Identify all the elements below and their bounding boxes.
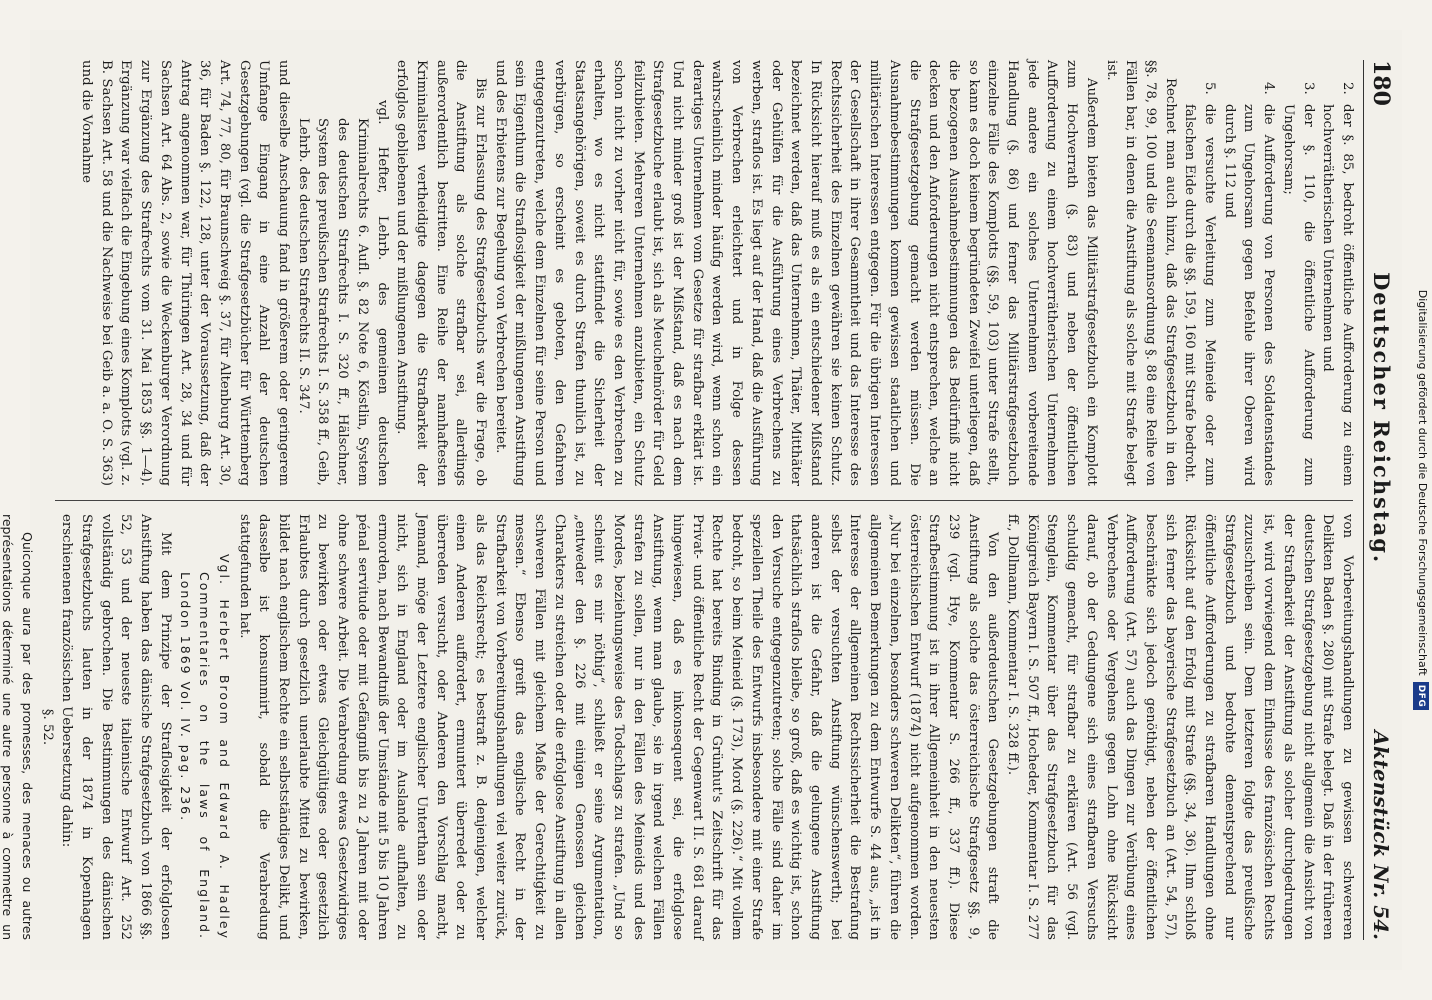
citation: Vgl. Herbert Broom and Edward A. Hadley Commentaries on the laws of England. London 1869 Vol. IV. pag. 236.	[177, 554, 232, 940]
list-item: 4.die Aufforderung von Personen des Soldatenstandes zum Ungehorsam gegen Befehle ihrer Oberen wird durch §. 112 und	[1221, 82, 1277, 486]
list-item: 3.der §. 110, die öffentliche Aufforderung zum Ungehorsam;	[1280, 82, 1316, 486]
provision-list	[1180, 60, 1357, 486]
french-quote: Quiconque aura par des promesses, des menaces ou autres représentations déterminé une autre personne à commettre un	[0, 514, 35, 940]
digitization-credit	[1414, 0, 1430, 1000]
right-column	[0, 514, 1357, 940]
section-heading: §. 52.	[39, 708, 55, 746]
page-header	[1363, 60, 1394, 940]
body-paragraph: Bis zur Erlassung des Strafgesetzbuchs war die Frage, ob die Anstiftung als solche strafbar sei, allerdings außerordentlich bestritten. Eine Reihe der namhaftesten Kriminalisten vertheidigte dagegen die Strafbarkeit der erfolglos gebliebenen und der mißlungenen Anstiftung.	[394, 60, 489, 486]
dfg-logo: DFG	[1413, 682, 1429, 711]
list-item: 2.der §. 85, bedroht öffentliche Aufforderung zu einem hochverrätherischen Unternehmen und	[1320, 82, 1355, 486]
citation: vgl. Hefter, Lehrb. des gemeinen deutschen Kriminalrechts 6. Aufl. §. 82 Note 6, Köstlin, System des deutschen Strafrechts I. S. 320 ff., Hälschner, System des preußischen Strafrechts I. S. 358 ff., Geib, Lehrb. des deutschen Strafrechts II. S. 347.	[295, 100, 390, 486]
list-item: 5.die versuchte Verleitung zum Meineide oder zum falschen Eide durch die §§. 159, 160 mit Strafe bedroht.	[1182, 82, 1218, 486]
body-paragraph: und dieselbe Anschauung fand in größerem oder geringerem Umfange Eingang in eine Anzahl der deutschen Gesetzgebungen (vgl. die Strafgesetzbücher für Württemberg Art. 74, 77, 80, für Braunschweig §. 37, für Altenburg Art. 30, 36, für Baden §. 122, 128, unter der Voraussetzung, daß der Antrag angenommen war, für Thüringen Art. 28, 34 und für Sachsen Art. 64 Abs. 2, sowie die Weckenburger Verordnung zur Ergänzung des Strafrechts vom 31. Mai 1853 §§. 1—4). Ergänzung war vielfach die Eingebung eines Komplotts (vgl. z. B. Sachsen Art. 58 und die Nachweise bei Geib a. a. O. S. 363) und die Vornahme	[79, 60, 292, 486]
body-paragraph: Rechnet man auch hinzu, daß das Strafgesetzbuch in den §§. 78, 99, 100 und die Seemannsordnung §. 88 eine Reihe von Fällen bar, in denen die Anstiftung als solche mit Strafe belegt ist.	[1103, 60, 1178, 486]
body-paragraph: Von den außerdeutschen Gesetzgebungen straft die Anstiftung als solche das österreichische Strafgesetz §§. 9, 239 (vgl. Hye, Kommentar S. 266 ff., 337 ff.). Diese Strafbestimmung ist in ihrer Allgemeinheit in den neuesten österreichischen Entwurf (1874) nicht aufgenommen worden. „Nur bei einzelnen, besonders schweren Delikten“, führen die allgemeinen Bemerkungen zu dem Entwurfe S. 44 aus, „ist in Interesse der allgemeinen Rechtssicherheit die Bestrafung selbst der versuchten Anstiftung wünschenswerth; bei anderen ist die Gefahr, daß die gelungene Anstiftung thatsächlich straflos bleibe, so groß, daß es wichtig ist, schon den Versuche entgegenzutreten; solche Fälle sind daher im speziellen Theile des Entwurfs insbesondere mit einer Strafe bedroht, so beim Meineid (§. 173), Mord (§. 226).“ Mit vollem Rechte hat bereits Binding in Grünhut's Zeitschrift für das Privat- und öffentliche Recht der Gegenwart II. S. 681 darauf hingewiesen, daß es inkonsequent sei, die erfolglose Anstiftung, wenn man glaube, sie in irgend welchen Fällen strafen zu sollen, nur in den Fällen des Meineids und des Mordes, beziehungsweise des Todschlags zu strafen. „Und so scheint es mir nöthig“, schließt er seine Argumentation, „entweder den §. 226 mit einigen Genossen gleichen Charakters zu streichen oder die erfolglose Anstiftung in allen schweren Fällen mit gleichem Maße der Gerechtigkeit zu messen.“ Ebenso greift das englische Recht in der Strafbarkeit von Vorbereitungshandlungen viel weiter zurück, als das Reichsrecht; es bestraft z. B. denjenigen, welcher einen Anderen auffordert, ermuntert überredet oder zu überreden versucht, oder Anderen den Vorschlag macht, Jemand, möge der Letztere englischer Unterthan sein oder nicht, sich in England oder im Auslande aufhalten, zu ermorden, nach Bewandtniß der Umstände mit 5 bis 10 Jahren pénal servitude oder mit Gefängniß bis zu 2 Jahren mit oder ohne schwere Arbeit. Die Verabredung etwas Gesetzwidriges zu bewirken oder etwas Gleichgültiges oder gesetzlich Erlaubtes durch gesetzlich unerlaubte Mittel zu bewirken, bildet nach englischem Rechte ein selbstständiges Delikt, und dasselbe ist konsummirt, sobald die Verabredung stattgefunden hat.	[236, 514, 1001, 940]
journal-title: Deutscher Reichstag.	[1369, 272, 1394, 565]
page-number: 180	[1368, 60, 1394, 106]
left-column	[51, 60, 1357, 486]
body-paragraph: Mit dem Prinzipe der Straflosigkeit der erfolglosen Anstiftung haben das dänische Strafgesetzbuch von 1866 §§. 52, 53 und der neueste italienische Entwurf Art. 252 vollständig gebrochen. Die Bestimmungen des dänischen Strafgesetzbuchs lauten in der 1874 in Kopenhagen erschienenen französischen Uebersetzung dahin:	[59, 514, 173, 940]
text-columns	[0, 60, 1357, 940]
credit-text: Digitalisierung gefördert durch die Deutsche Forschungsgemeinschaft	[1416, 289, 1429, 676]
body-paragraph: Außerdem bieten das Militärstrafgesetzbuch ein Komplott zum Hochverrath (§. 83) und neben der öffentlichen Aufforderung zu einem hochverrätherischen Unternehmen jede andere ein solches Unternehmen vorbereitende Handlung (§. 86) und ferner das Militärstrafgesetzbuch einzelne Fälle des Komplotts (§§. 59, 103) unter Strafe stellt, so kann es doch keinem begründeten Zweifel unterliegen, daß die bezogenen Ausnahmebestimmungen das Bedürfniß nicht decken und den Anforderungen nicht entsprechen, welche an die Strafgesetzgebung gemacht werden müssen. Die Ausnahmebestimmungen kommen gewissen staatlichen und militärischen Interessen entgegen. Für die übrigen Interessen der Gesellschaft in ihrer Gesammtheit und das Interesse des Rechtssicherheit des Einzelnen gewähren sie keinen Schutz. In Rücksicht hierauf muß es als ein entschiedener Mißstand bezeichnet werden, daß das Unternehmen, Thäter, Mitthäter oder Gehülfen für die Ausführung eines Verbrechens zu werben, straflos ist. Es liegt auf der Hand, daß die Ausführung von Verbrechen erleichtert und in Folge dessen wahrscheinlich minder häufig werden wird, wenn schon ein derartiges Unternehmen vom Gesetze für strafbar erklärt ist. Und nicht minder groß ist der Mißstand, daß es nach dem Strafgesetzbuche erlaubt ist, sich als Meuchelmörder für Geld feilzubieten. Mehreren Unternehmen anzubieten, ein Schutz schon nicht zu vorher nicht für, sowie es den Verbrechen zu erhalten, wo es nicht stattfindet die Sicherheit der Staatsangehörigen, soweit es durch Strafen thunlich ist, zu verbürgen, so erscheint es geboten, den Gefahren entgegenzutreten, welche dem Einzelnen für seine Person und sein Eigenthum die Straflosigkeit der mißlungenen Anstiftung und des Erbietens zur Begehung von Verbrechen bereitet.	[492, 60, 1099, 486]
body-paragraph: von Vorbereitungshandlungen zu gewissen schwereren Delikten Baden §. 280) mit Strafe belegt. Daß in der früheren deutschen Strafgesetzgebung nicht allgemein die Ansicht von der Strafbarkeit der Anstiftung als solcher durchgedrungen ist, wird vorwiegend dem Einflusse des französischen Rechts zuzuschreiben sein. Dem letzteren folgte das preußische Strafgesetzbuch und bedrohte dementsprechend nur öffentliche Aufforderungen zu strafbaren Handlungen ohne Rücksicht auf den Erfolg mit Strafe (§§. 34, 36). Ihm schloß sich ferner das bayerische Strafgesetzbuch an (Art. 54, 57), beschränkte sich jedoch genöthigt, neben der öffentlichen Aufforderung (Art. 57) auch das Dingen zur Verübung eines Verbrechens oder Vergehens gegen Lohn ohne Rücksicht darauf, ob der Gedungene sich eines strafbaren Versuchs schuldig gemacht, für strafbar zu erklären (Art. 56 (vgl. Stenglein, Kommentar über das Strafgesetzbuch für das Königreich Bayern I. S. 507 ff., Hocheder, Kommentar I. S. 277 ff., Dollmann, Kommentar I. S. 328 ff.).	[1005, 514, 1355, 940]
scanned-page	[0, 30, 1402, 970]
document-reference: Aktenstück Nr. 54.	[1369, 730, 1393, 940]
column-divider	[55, 500, 1353, 501]
